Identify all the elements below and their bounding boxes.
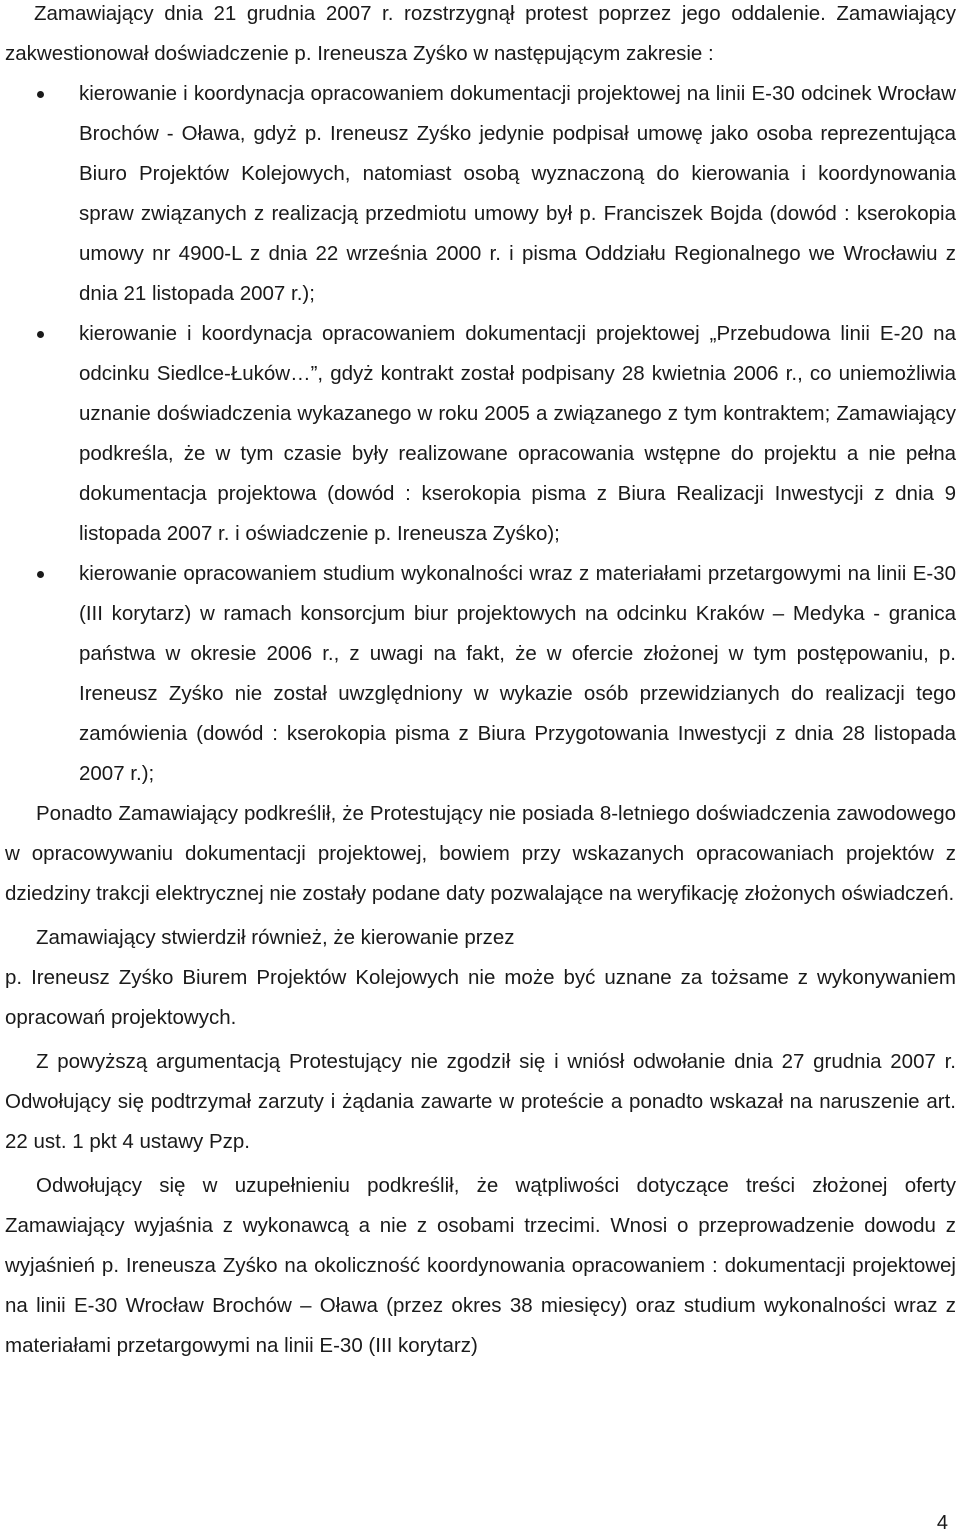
paragraph-appeal: Z powyższą argumentacją Protestujący nie zgodził się i wniósł odwołanie dnia 27 grudnia 2007 r. Odwołujący się podtrzymał zarzuty i żądania zawarte w proteście a ponadto wskazał na naruszenie art. 22 ust. 1 pkt 4 ustawy Pzp. [5, 1050, 956, 1153]
paragraph-experience: Ponadto Zamawiający podkreślił, że Protestujący nie posiada 8-letniego doświadczenia zawodowego w opracowywaniu dokumentacji projektowej, bowiem przy wskazanych opracowaniach projektów z dziedziny trakcji elektrycznej nie zostały podane daty pozwalające na weryfikację złożonych oświadczeń. [5, 802, 956, 905]
list-item-text: kierowanie opracowaniem studium wykonalności wraz z materiałami przetargowymi na linii E-30 (III korytarz) w ramach konsorcjum biur projektowych na odcinku Kraków – Medyka - granica państwa w okresie 2006 r., z uwagi na fakt, że w ofercie złożonej w tym postępowaniu, p. Ireneusz Zyśko nie został uwzględniony w wykazie osób przewidzianych do realizacji tego zamówienia (dowód : kserokopia pisma z Biura Przygotowania Inwestycji z dnia 28 listopada 2007 r.); [79, 562, 956, 785]
paragraph-protest-dismissal: Zamawiający dnia 21 grudnia 2007 r. rozstrzygnął protest poprzez jego oddalenie. Zamawiający zakwestionował doświadczenie p. Ireneusza Zyśko w następującym zakresie : [5, 2, 956, 65]
page-number: 4 [936, 1512, 948, 1534]
document-body [5, 0, 956, 1366]
bullet-dot-icon [37, 91, 44, 98]
list-item-text: kierowanie i koordynacja opracowaniem dokumentacji projektowej na linii E-30 odcinek Wrocław Brochów - Oława, gdyż p. Ireneusz Zyśko jedynie podpisał umowę jako osoba reprezentująca Biuro Projektów Kolejowych, natomiast osobą wyznaczoną do kierowania i koordynowania spraw związanych z realizacją przedmiotu umowy był p. Franciszek Bojda (dowód : kserokopia umowy nr 4900-L z dnia 22 września 2000 r. i pisma Oddziału Regionalnego we Wrocławiu z dnia 21 listopada 2007 r.); [79, 82, 956, 305]
paragraph-appeal-supplement: Odwołujący się w uzupełnieniu podkreślił, że wątpliwości dotyczące treści złożonej oferty Zamawiający wyjaśnia z wykonawcą a nie z osobami trzecimi. Wnosi o przeprowadzenie dowodu z wyjaśnień p. Ireneusza Zyśko na okoliczność koordynowania opracowaniem : dokumentacji projektowej na linii E-30 Wrocław Brochów – Oława (przez okres 38 miesięcy) oraz studium wykonalności wraz z materiałami przetargowymi na linii E-30 (III korytarz) [5, 1174, 956, 1357]
bullet-dot-icon [37, 571, 44, 578]
list-item [5, 554, 956, 794]
list-item [5, 74, 956, 314]
list-item [5, 314, 956, 554]
paragraph-management-intro: Zamawiający stwierdził również, że kierowanie przez [36, 926, 515, 949]
bullet-dot-icon [37, 331, 44, 338]
bullet-list [5, 74, 956, 794]
list-item-text: kierowanie i koordynacja opracowaniem dokumentacji projektowej „Przebudowa linii E-20 na odcinku Siedlce-Łuków…”, gdyż kontrakt został podpisany 28 kwietnia 2006 r., co uniemożliwia uznanie doświadczenia wykazanego w roku 2005 a związanego z tym kontraktem; Zamawiający podkreśla, że w tym czasie były realizowane opracowania wstępne do projektu a nie pełna dokumentacja projektowa (dowód : kserokopia pisma z Biura Realizacji Inwestycji z dnia 9 listopada 2007 r. i oświadczenie p. Ireneusza Zyśko); [79, 322, 956, 545]
paragraph-management: p. Ireneusz Zyśko Biurem Projektów Kolejowych nie może być uznane za tożsame z wykonywaniem opracowań projektowych. [5, 966, 956, 1029]
